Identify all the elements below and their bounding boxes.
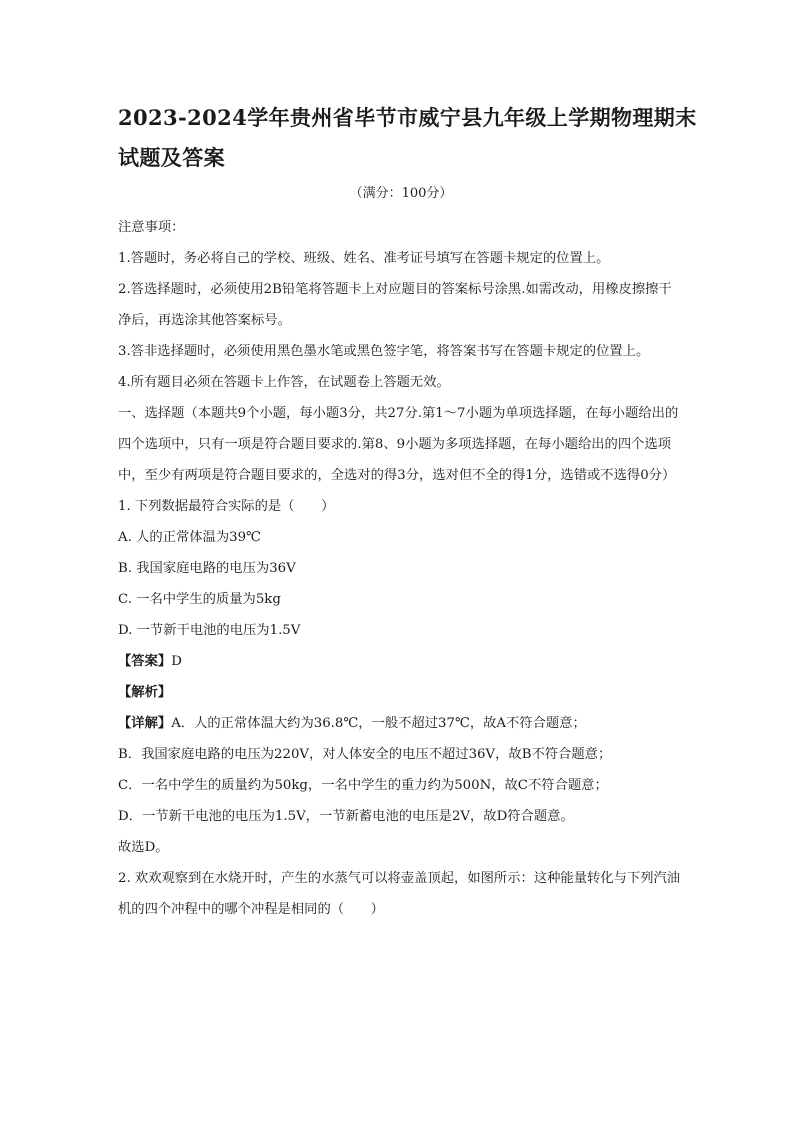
question-1-detail-d: D．一节新干电池的电压为1.5V，一节新蓄电池的电压是2V，故D符合题意。 bbox=[118, 809, 574, 824]
question-1-analysis-heading bbox=[118, 677, 684, 708]
note-item-4: 4.所有题目必须在答题卡上作答，在试题卷上答题无效。 bbox=[118, 375, 450, 390]
title-line-2: 试题及答案 bbox=[118, 145, 225, 170]
detail-line-a: A．人的正常体温大约为36.8℃，一般不超过37℃，故A不符合题意； bbox=[171, 716, 586, 731]
answer-tag: 【答案】 bbox=[118, 654, 172, 669]
full-score: （满分：100分） bbox=[349, 186, 453, 201]
question-1-option-a: A. 人的正常体温为39℃ bbox=[118, 530, 261, 545]
question-1-detail-c: C．一名中学生的质量约为50kg，一名中学生的重力约为500N，故C不符合题意； bbox=[118, 778, 608, 793]
question-1-option-c: C. 一名中学生的质量为5kg bbox=[118, 592, 281, 607]
note-item-2: 2.答选择题时，必须使用2B铅笔将答题卡上对应题目的答案标号涂黑.如需改动，用橡皮擦擦干净后，再选涂其他答案标号。 bbox=[118, 282, 672, 328]
title-line-1: 2023-2024学年贵州省毕节市威宁县九年级上学期物理期末 bbox=[118, 105, 697, 130]
question-1-conclusion: 故选D。 bbox=[118, 840, 169, 855]
document-title bbox=[118, 98, 697, 178]
notes-heading: 注意事项： bbox=[118, 220, 185, 235]
question-1-option-b: B. 我国家庭电路的电压为36V bbox=[118, 561, 296, 576]
answer-value: D bbox=[171, 654, 182, 669]
analysis-tag: 【解析】 bbox=[118, 685, 172, 700]
detail-tag: 【详解】 bbox=[118, 716, 172, 731]
note-item-3: 3.答非选择题时，必须使用黑色墨水笔或黑色签字笔，将答案书写在答题卡规定的位置上。 bbox=[118, 344, 650, 359]
section-1-intro: 一、选择题（本题共9个小题，每小题3分，共27分.第1～7小题为单项选择题，在每小题给出的四个选项中，只有一项是符合题目要求的.第8、9小题为多项选择题，在每小题给出的四个选项中，至少有两项是符合题目要求的，全选对的得3分，选对但不全的得1分，选错或不选得0分） bbox=[118, 406, 679, 483]
question-1-detail-b: B．我国家庭电路的电压为220V，对人体安全的电压不超过36V，故B不符合题意； bbox=[118, 747, 612, 762]
question-2-stem: 2. 欢欢观察到在水烧开时，产生的水蒸气可以将壶盖顶起，如图所示：这种能量转化与下列汽油机的四个冲程中的哪个冲程是相同的（ ） bbox=[118, 871, 681, 917]
note-item-1: 1.答题时，务必将自己的学校、班级、姓名、准考证号填写在答题卡规定的位置上。 bbox=[118, 251, 610, 266]
question-1-option-d: D. 一节新干电池的电压为1.5V bbox=[118, 623, 301, 638]
question-1-answer bbox=[118, 646, 684, 677]
question-1-stem: 1. 下列数据最符合实际的是（ ） bbox=[118, 499, 335, 514]
question-1-detail-a bbox=[118, 708, 684, 739]
